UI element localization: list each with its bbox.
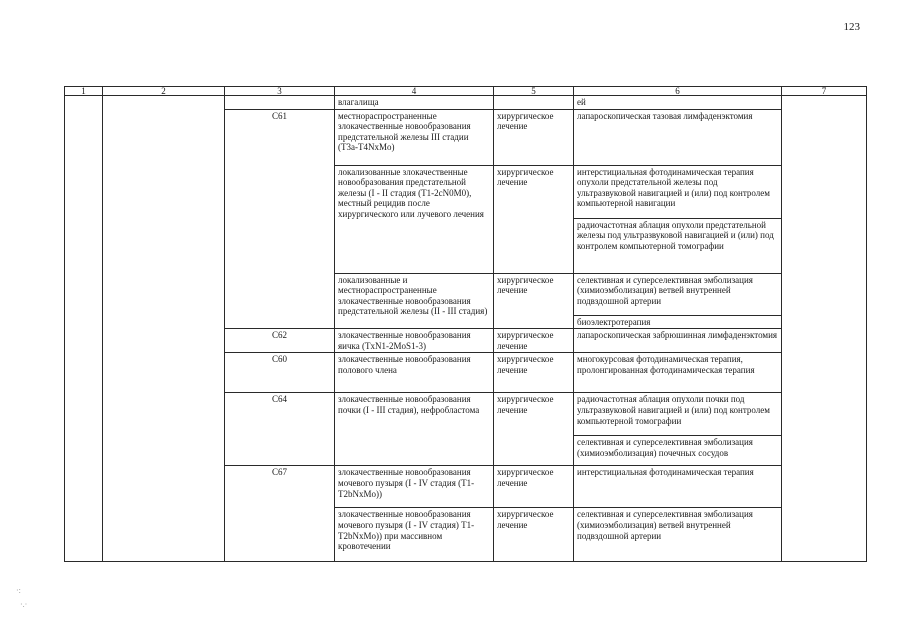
icd-code-cell: C64 — [225, 393, 335, 466]
treatment-cell: хирургическое лечение — [494, 393, 574, 466]
header-cell: 7 — [782, 87, 867, 96]
diagnosis-cell: злокачественные новообразования мочевого пузыря (I - IV стадия (T1-T2bNxMo)) — [335, 466, 494, 508]
method-cell: многокурсовая фотодинамическая терапия, пролонгированная фотодинамическая терапия — [574, 353, 782, 393]
method-cell: интерстициальная фотодинамическая терапия — [574, 466, 782, 508]
empty-cell — [103, 96, 225, 562]
header-cell: 6 — [574, 87, 782, 96]
header-cell: 4 — [335, 87, 494, 96]
empty-cell — [782, 96, 867, 562]
scan-artifact: ·: — [16, 586, 21, 595]
diagnosis-cell: влагалища — [335, 96, 494, 110]
icd-code-cell: C62 — [225, 329, 335, 353]
icd-code-cell: C67 — [225, 466, 335, 562]
method-cell: лапароскопическая забрюшинная лимфаденэктомия — [574, 329, 782, 353]
header-cell: 1 — [65, 87, 103, 96]
treatment-cell: хирургическое лечение — [494, 109, 574, 165]
method-cell: биоэлектротерапия — [574, 315, 782, 329]
treatment-cell: хирургическое лечение — [494, 508, 574, 562]
method-cell: ей — [574, 96, 782, 110]
diagnosis-cell: злокачественные новообразования почки (I - III стадия), нефробластома — [335, 393, 494, 466]
treatment-cell: хирургическое лечение — [494, 329, 574, 353]
treatment-cell: хирургическое лечение — [494, 353, 574, 393]
diagnosis-cell: злокачественные новообразования полового члена — [335, 353, 494, 393]
method-cell: селективная и суперселективная эмболизация (химиоэмболизация) ветвей внутренней подвздошной артерии — [574, 273, 782, 315]
treatment-cell: хирургическое лечение — [494, 273, 574, 329]
page-number: 123 — [843, 21, 860, 33]
medical-care-table — [64, 86, 867, 562]
table-header-row — [65, 87, 867, 96]
diagnosis-cell: локализованные и местнораспространенные злокачественные новообразования предстательной железы (II - III стадия) — [335, 273, 494, 329]
treatment-cell: хирургическое лечение — [494, 165, 574, 273]
header-cell: 5 — [494, 87, 574, 96]
method-cell: лапароскопическая тазовая лимфаденэктомия — [574, 109, 782, 165]
header-cell: 3 — [225, 87, 335, 96]
method-cell: радиочастотная аблация опухоли почки под ультразвуковой навигацией и (или) под контролем компьютерной томографии — [574, 393, 782, 436]
icd-code-cell: C60 — [225, 353, 335, 393]
empty-cell — [65, 96, 103, 562]
diagnosis-cell: злокачественные новообразования мочевого пузыря (I - IV стадия) T1-T2bNxMo)) при массивном кровотечении — [335, 508, 494, 562]
diagnosis-cell: локализованные злокачественные новообразования предстательной железы (I - II стадия (T1-2cN0M0), местный рецидив после хирургического или лучевого лечения — [335, 165, 494, 273]
empty-cell — [494, 96, 574, 110]
header-cell: 2 — [103, 87, 225, 96]
method-cell: селективная и суперселективная эмболизация (химиоэмболизация) ветвей внутренней подвздошной артерии — [574, 508, 782, 562]
scan-artifact: ·.· — [20, 600, 28, 609]
diagnosis-cell: злокачественные новообразования яичка (TxN1-2MoS1-3) — [335, 329, 494, 353]
treatment-cell: хирургическое лечение — [494, 466, 574, 508]
empty-cell — [225, 96, 335, 110]
diagnosis-cell: местнораспространенные злокачественные новообразования предстательной железы III стадии (T3a-T4NxMo) — [335, 109, 494, 165]
icd-code-cell: C61 — [225, 109, 335, 329]
method-cell: радиочастотная аблация опухоли предстательной железы под ультразвуковой навигацией и (или) под контролем компьютерной томографии — [574, 218, 782, 273]
table-row — [65, 96, 867, 110]
method-cell: селективная и суперселективная эмболизация (химиоэмболизация) почечных сосудов — [574, 436, 782, 466]
method-cell: интерстициальная фотодинамическая терапия опухоли предстательной железы под ультразвуковой навигацией и (или) под контролем компьютерной навигации — [574, 165, 782, 218]
